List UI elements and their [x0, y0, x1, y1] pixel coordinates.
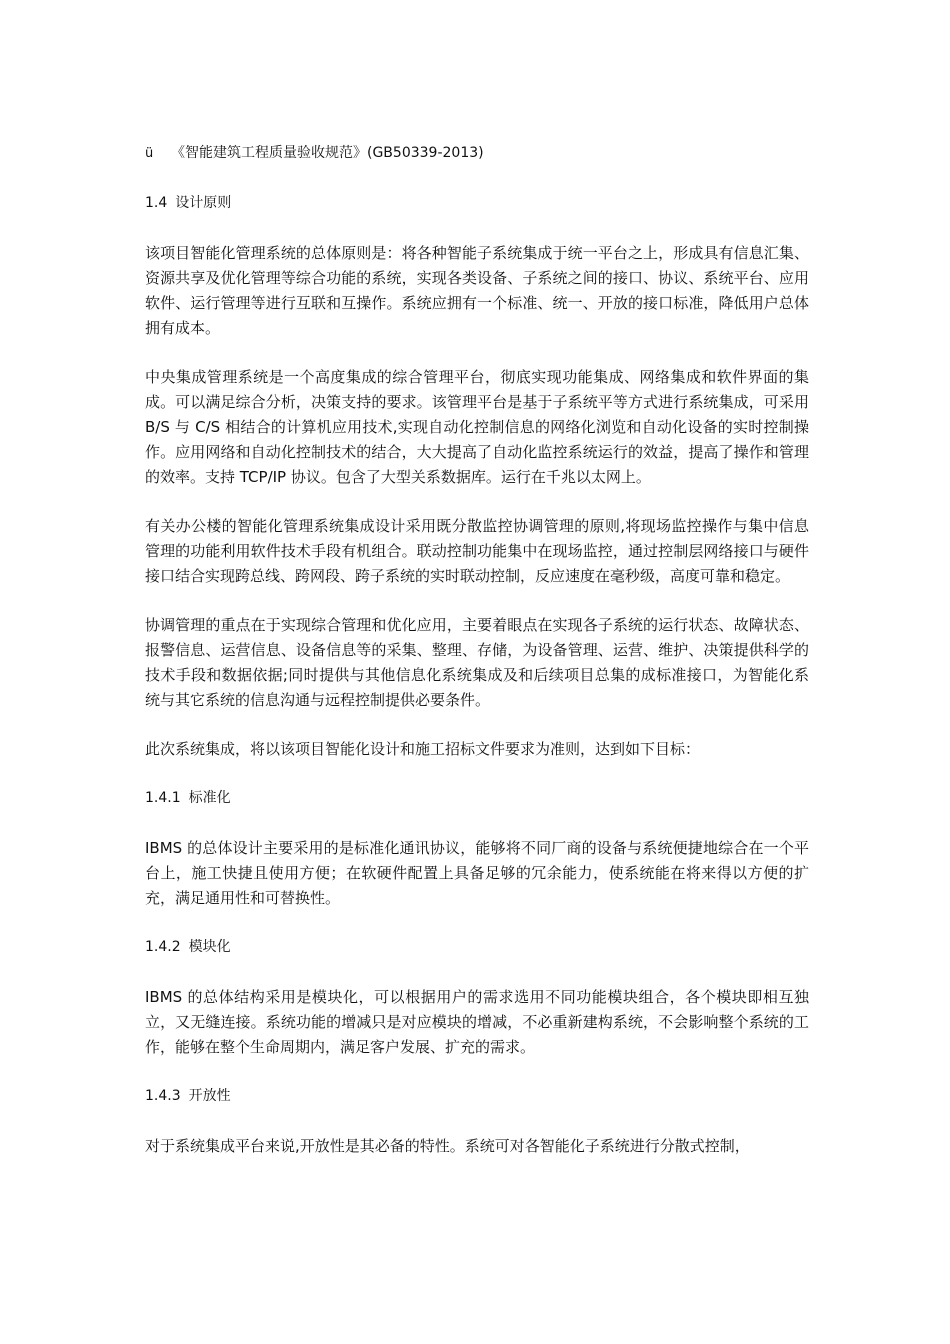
section-heading-1-4-2: [145, 935, 809, 959]
paragraph: 中央集成管理系统是一个高度集成的综合管理平台，彻底实现功能集成、网络集成和软件界面的集成。可以满足综合分析，决策支持的要求。该管理平台是基于子系统平等方式进行系统集成，可采用 B/S 与 C/S 相结合的计算机应用技术,实现自动化控制信息的网络化浏览和自动化设备的实时控制操作。应用网络和自动化控制技术的结合，大大提高了自动化监控系统运行的效益，提高了操作和管理的效率。支持 TCP/IP 协议。包含了大型关系数据库。运行在千兆以太网上。: [145, 368, 809, 486]
section-number: 1.4.2: [145, 939, 181, 955]
section-number: 1.4: [145, 195, 168, 211]
section-number: 1.4.1: [145, 790, 181, 806]
paragraph: IBMS 的总体结构采用是模块化，可以根据用户的需求选用不同功能模块组合，各个模块即相互独立，又无缝连接。系统功能的增减只是对应模块的增减，不必重新建构系统，不会影响整个系统的工作，能够在整个生命周期内，满足客户发展、扩充的需求。: [145, 988, 809, 1056]
bullet-mark: ü: [145, 146, 154, 161]
paragraph: 此次系统集成，将以该项目智能化设计和施工招标文件要求为准则，达到如下目标：: [145, 740, 701, 758]
reference-item: [145, 141, 809, 166]
section-title: 模块化: [188, 939, 231, 955]
section-heading-1-4: [145, 191, 809, 215]
section-title: 开放性: [188, 1088, 231, 1104]
section-title: 标准化: [188, 790, 231, 806]
paragraph: 协调管理的重点在于实现综合管理和优化应用，主要着眼点在实现各子系统的运行状态、故障状态、报警信息、运营信息、设备信息等的采集、整理、存储，为设备管理、运营、维护、决策提供科学的技术手段和数据依据;同时提供与其他信息化系统集成及和后续项目总集的成标准接口，为智能化系统与其它系统的信息沟通与远程控制提供必要条件。: [145, 616, 809, 709]
reference-text: 《智能建筑工程质量验收规范》(GB50339-2013): [171, 145, 484, 161]
document-body: [145, 141, 809, 1183]
section-title: 设计原则: [175, 195, 232, 211]
section-number: 1.4.3: [145, 1088, 181, 1104]
section-heading-1-4-1: [145, 786, 809, 810]
section-heading-1-4-3: [145, 1084, 809, 1108]
paragraph: IBMS 的总体设计主要采用的是标准化通讯协议，能够将不同厂商的设备与系统便捷地综合在一个平台上，施工快捷且使用方便；在软硬件配置上具备足够的冗余能力，使系统能在将来得以方便的扩充，满足通用性和可替换性。: [145, 839, 809, 907]
paragraph: 有关办公楼的智能化管理系统集成设计采用既分散监控协调管理的原则,将现场监控操作与集中信息管理的功能利用软件技术手段有机组合。联动控制功能集中在现场监控，通过控制层网络接口与硬件接口结合实现跨总线、跨网段、跨子系统的实时联动控制，反应速度在毫秒级，高度可靠和稳定。: [145, 517, 809, 585]
paragraph: 该项目智能化管理系统的总体原则是：将各种智能子系统集成于统一平台之上，形成具有信息汇集、资源共享及优化管理等综合功能的系统，实现各类设备、子系统之间的接口、协议、系统平台、应用软件、运行管理等进行互联和互操作。系统应拥有一个标准、统一、开放的接口标准，降低用户总体拥有成本。: [145, 244, 809, 337]
paragraph: 对于系统集成平台来说,开放性是其必备的特性。系统可对各智能化子系统进行分散式控制，: [145, 1137, 750, 1155]
